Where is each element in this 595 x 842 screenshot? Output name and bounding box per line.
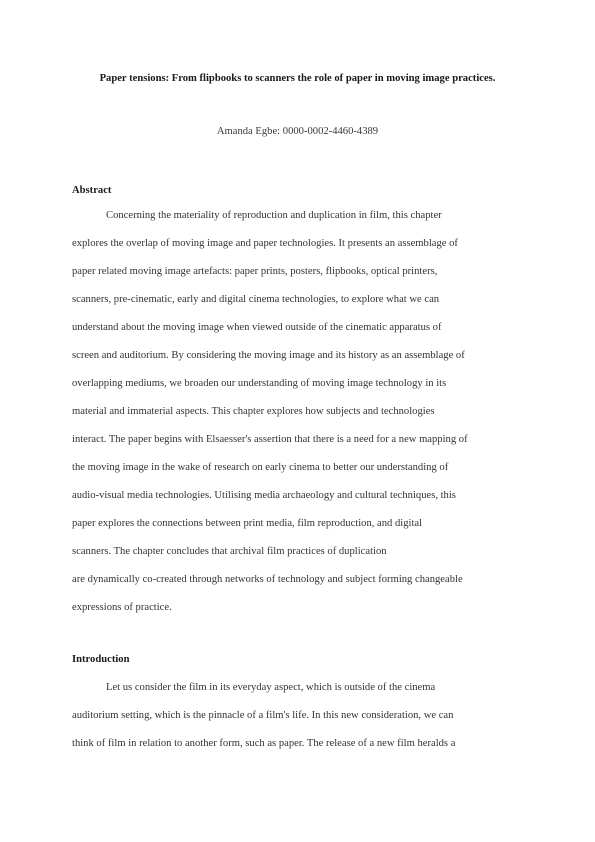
abstract-line: explores the overlap of moving image and paper technologies. It presents an assemblage of [72, 238, 458, 249]
abstract-line: scanners. The chapter concludes that archival film practices of duplication [72, 546, 387, 557]
paper-title: Paper tensions: From flipbooks to scanners the role of paper in moving image practices. [99, 73, 496, 84]
introduction-line: think of film in relation to another form, such as paper. The release of a new film heralds a [72, 738, 456, 749]
abstract-line: paper explores the connections between print media, film reproduction, and digital [72, 518, 423, 529]
author-line: Amanda Egbe: 0000-0002-4460-4389 [216, 126, 379, 137]
abstract-line: the moving image in the wake of research on early cinema to better our understanding of [72, 462, 449, 473]
abstract-line: understand about the moving image when viewed outside of the cinematic apparatus of [72, 322, 442, 333]
introduction-heading: Introduction [72, 654, 130, 665]
abstract-line: Concerning the materiality of reproduction and duplication in film, this chapter [106, 210, 442, 221]
abstract-line: audio-visual media technologies. Utilising media archaeology and cultural techniques, this [72, 490, 456, 501]
abstract-heading: Abstract [72, 185, 112, 196]
abstract-line: material and immaterial aspects. This chapter explores how subjects and technologies [72, 406, 435, 417]
abstract-line: interact. The paper begins with Elsaesser's assertion that there is a need for a new mapping of [72, 434, 468, 445]
abstract-line: paper related moving image artefacts: paper prints, posters, flipbooks, optical printers, [72, 266, 438, 277]
abstract-line: expressions of practice. [72, 602, 172, 613]
introduction-line: auditorium setting, which is the pinnacle of a film's life. In this new consideration, we can [72, 710, 454, 721]
abstract-line: scanners, pre-cinematic, early and digital cinema technologies, to explore what we can [72, 294, 440, 305]
abstract-line: are dynamically co-created through networks of technology and subject forming changeable [72, 574, 463, 585]
introduction-line: Let us consider the film in its everyday aspect, which is outside of the cinema [106, 682, 436, 693]
abstract-line: overlapping mediums, we broaden our understanding of moving image technology in its [72, 378, 447, 389]
abstract-line: screen and auditorium. By considering the moving image and its history as an assemblage of [72, 350, 465, 361]
